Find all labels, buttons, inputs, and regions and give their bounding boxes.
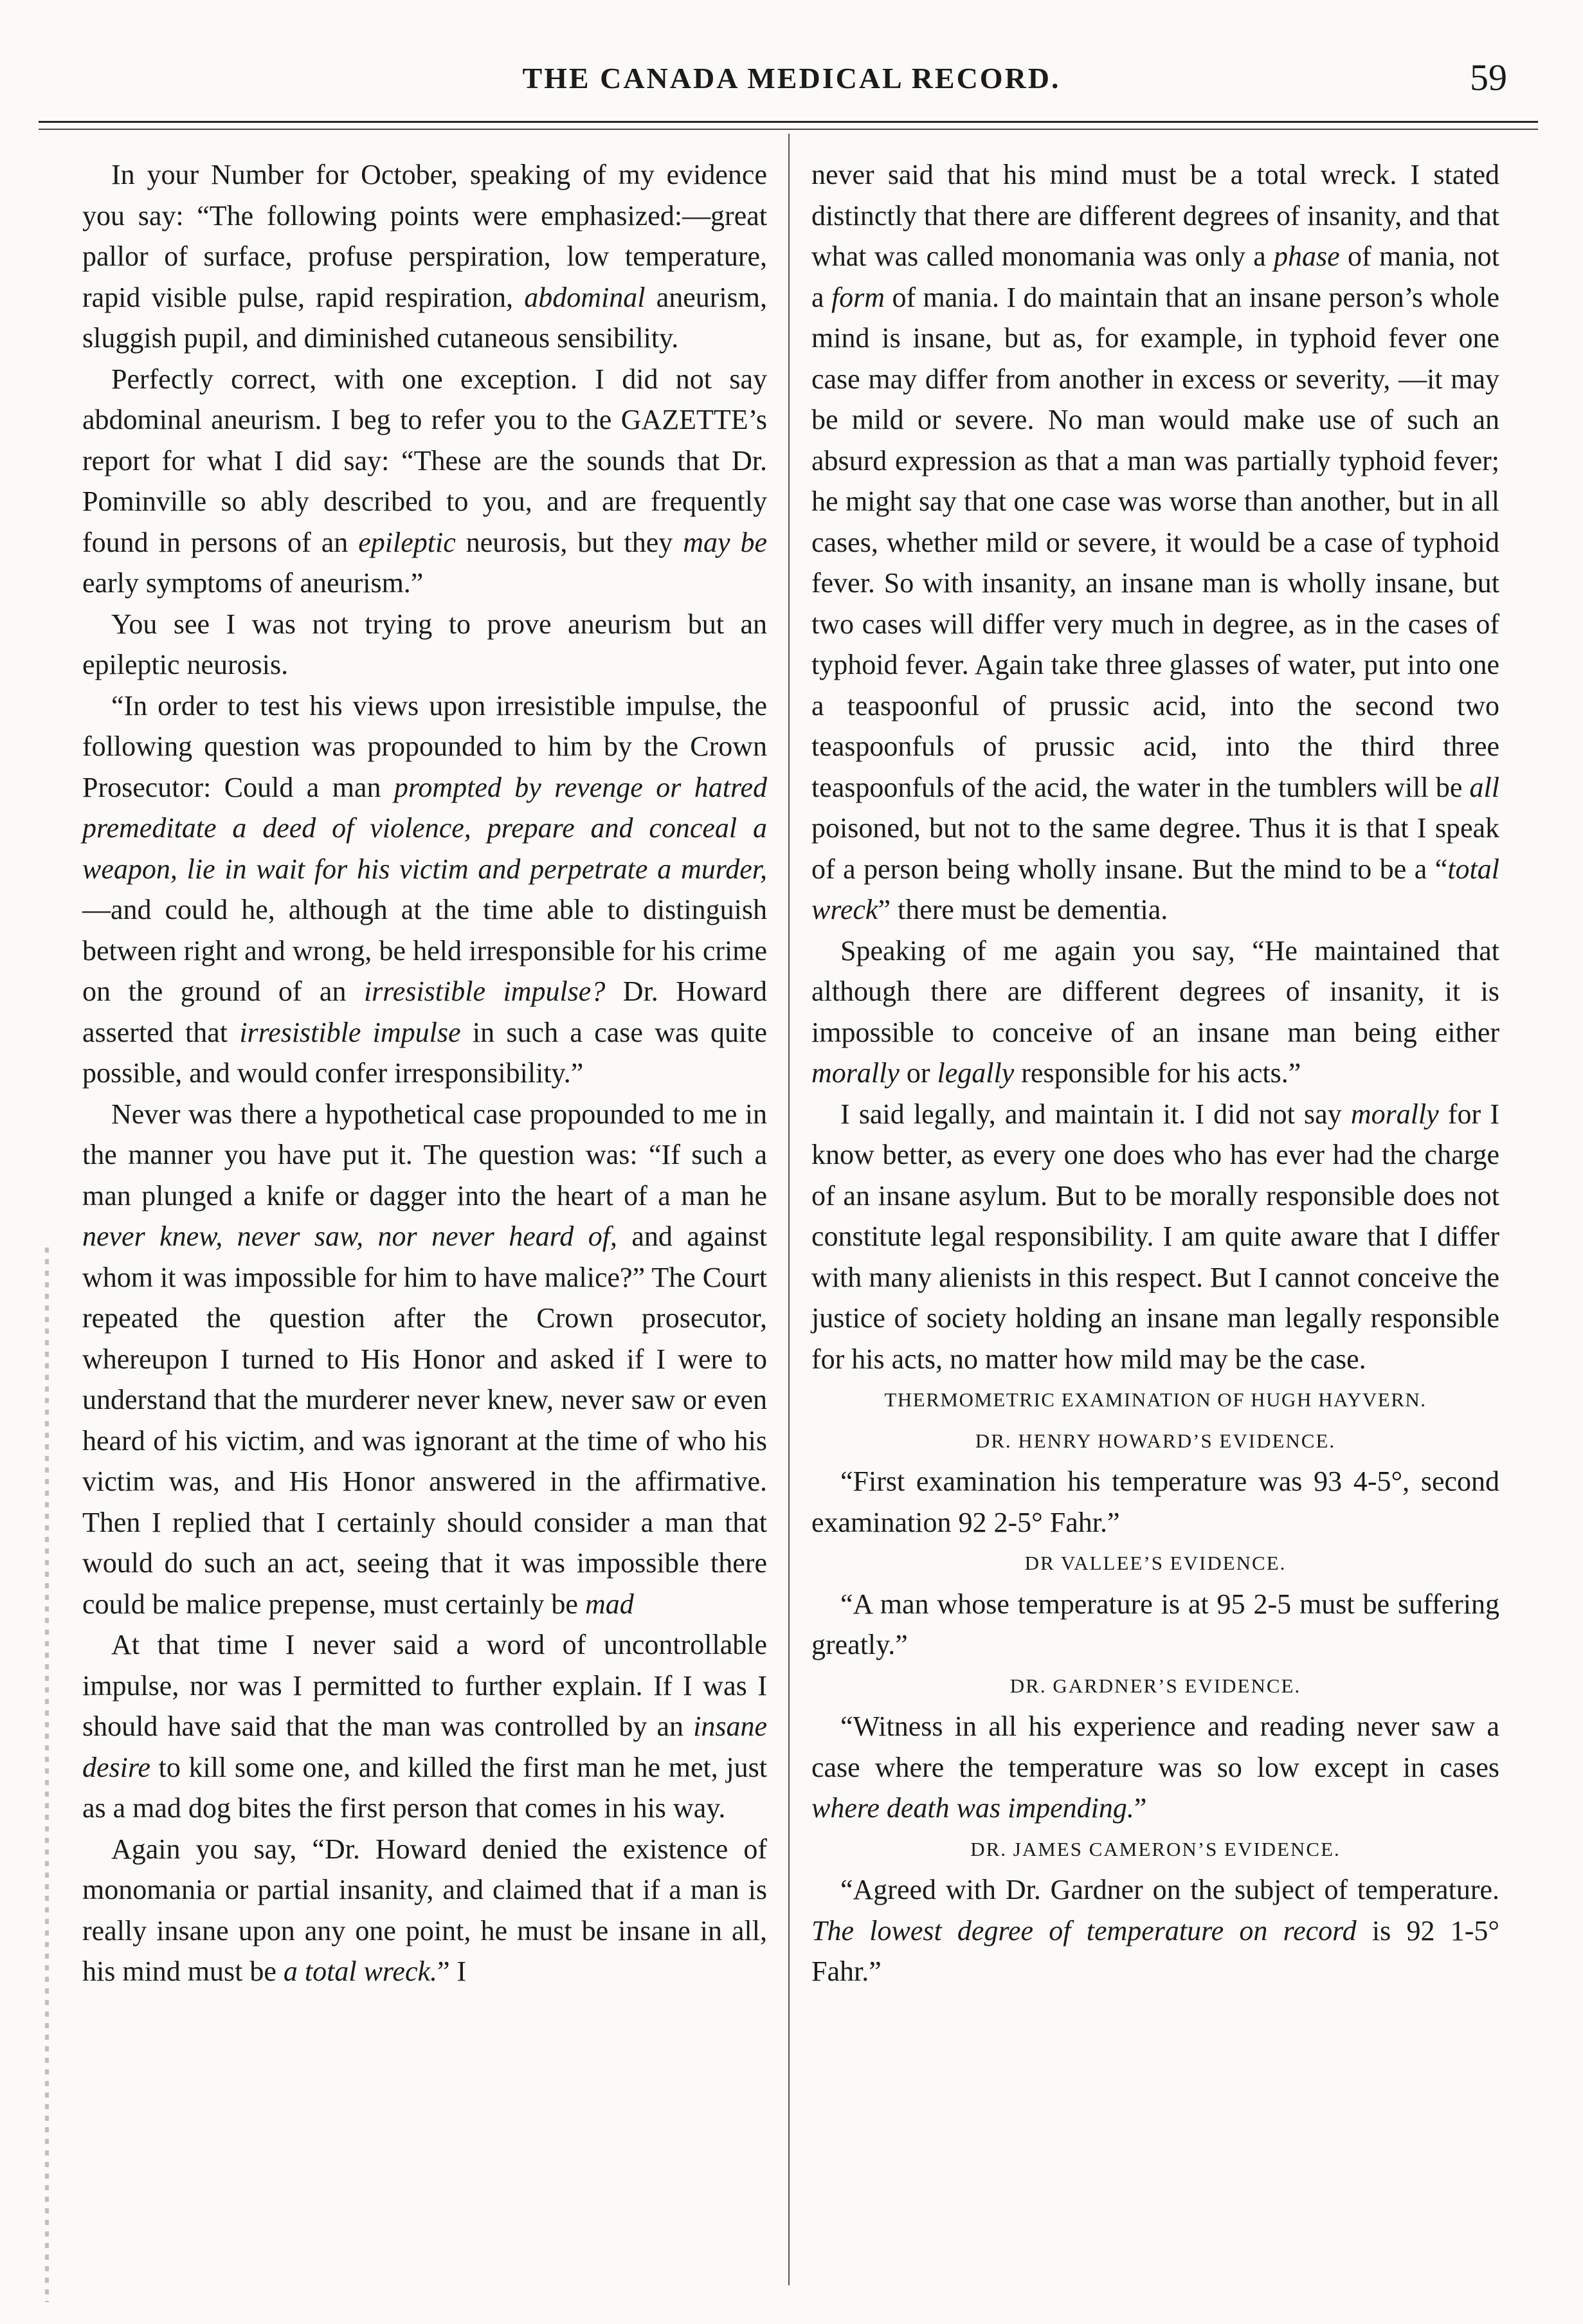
- right-column: [811, 154, 1499, 1992]
- running-header: [0, 57, 1583, 113]
- running-title: THE CANADA MEDICAL RECORD.: [522, 62, 1061, 95]
- text-run: ” there must be dementia.: [878, 894, 1168, 925]
- left-column: [82, 154, 767, 1992]
- text-run: “First examination his temperature was 93 4-5°, second examination 92 2-5° Fahr.”: [811, 1466, 1499, 1538]
- evidence-heading: DR. JAMES CAMERON’S EVIDENCE.: [970, 1837, 1341, 1860]
- text-run: or: [899, 1057, 937, 1089]
- paragraph: [811, 931, 1499, 1094]
- italic-text: insane desire: [82, 1711, 767, 1783]
- text-run: ”: [1134, 1792, 1147, 1824]
- paragraph: [82, 1624, 767, 1829]
- text-run: Dr. Howard asserted that: [82, 976, 767, 1048]
- header-rule-thin: [39, 129, 1538, 130]
- italic-text: a total wreck.: [283, 1956, 438, 1987]
- evidence-heading: DR. HENRY HOWARD’S EVIDENCE.: [975, 1429, 1336, 1452]
- text-run: Again you say, “Dr. Howard denied the existence of monomania or partial insanity, and claimed that if a man is really insane upon any one point, he must be insane in all, his mind must be: [82, 1833, 767, 1987]
- italic-text: where death was impending.: [811, 1792, 1134, 1824]
- text-run: for I know better, as every one does who has ever had the charge of an insane asylum. But to be morally responsible does not constitute legal responsibility. I am quite aware that I differ with many alienists in this respect. But I cannot conceive the justice of society holding an insane man legally responsible for his acts, no matter how mild may be the case.: [811, 1098, 1500, 1375]
- paragraph: [82, 685, 767, 1094]
- paragraph: [811, 1869, 1499, 1992]
- header-rule: [39, 121, 1538, 123]
- text-run: aneurism, sluggish pupil, and diminished cutaneous sensibility.: [82, 281, 767, 354]
- text-run: I said legally, and maintain it. I did not say: [840, 1098, 1351, 1130]
- page-edge-shadow: [45, 1248, 49, 2302]
- italic-text: legally: [937, 1057, 1015, 1089]
- italic-text: may be: [683, 526, 767, 558]
- text-run: Perfectly correct, with one exception. I did not say abdominal aneurism. I beg to refer you to the GAZETTE’s report for what I did say: “These are the sounds that Dr. Pominville so ably described to you, and are frequently found in persons of an: [82, 363, 767, 558]
- italic-text: irresistible impulse: [239, 1016, 461, 1048]
- text-run: —and could he, although at the time able to distinguish between right and wrong, be held irresponsible for his crime on the ground of an: [82, 894, 767, 1007]
- text-run: early symptoms of aneurism.”: [82, 567, 424, 599]
- italic-text: phase: [1274, 241, 1340, 272]
- text-run: “Agreed with Dr. Gardner on the subject of temperature.: [840, 1874, 1499, 1905]
- italic-text: prompted by revenge or hatred premeditate a deed of violence, prepare and conceal a weapon, lie in wait for his victim and perpetrate a murder,: [82, 771, 767, 885]
- italic-text: morally: [811, 1057, 900, 1089]
- text-run: In your Number for October, speaking of my evidence you say: “The following points were emphasized:—great pallor of surface, profuse perspiration, low temperature, rapid visible pulse, rapid respiration,: [82, 159, 767, 313]
- text-run: neurosis, but they: [455, 526, 683, 558]
- paragraph: [811, 1584, 1499, 1666]
- italic-text: total wreck: [811, 853, 1499, 925]
- italic-text: morally: [1350, 1098, 1439, 1130]
- paragraph: [82, 154, 767, 359]
- text-run: and against whom it was impossible for him to have malice?” The Court repeated the question after the Crown prosecutor, whereupon I turned to His Honor and asked if I were to understand that the murderer never knew, never saw or even heard of his victim, and was ignorant at the time of who his victim was, and His Honor answered in the affirmative. Then I replied that I certainly should consider a man that would do such an act, seeing that it was impossible there could be malice prepense, must certainly be: [82, 1221, 767, 1620]
- text-run: in such a case was quite possible, and would confer irresponsibility.”: [82, 1016, 767, 1089]
- text-run: ” I: [437, 1956, 467, 1987]
- italic-text: abdominal: [524, 281, 646, 313]
- text-run: to kill some one, and killed the first man he met, just as a mad dog bites the first person that comes in his way.: [82, 1751, 767, 1824]
- evidence-heading: THERMOMETRIC EXAMINATION OF HUGH HAYVERN.: [884, 1388, 1427, 1411]
- italic-text: all: [1469, 771, 1499, 803]
- paragraph: [82, 604, 767, 685]
- paragraph: [82, 1094, 767, 1625]
- text-run: “A man whose temperature is at 95 2-5 must be suffering greatly.”: [811, 1588, 1499, 1660]
- paragraph: [82, 359, 767, 604]
- text-run: Never was there a hypothetical case propounded to me in the manner you have put it. The question was: “If such a man plunged a knife or dagger into the heart of a man he: [82, 1098, 767, 1212]
- evidence-heading: DR VALLEE’S EVIDENCE.: [1024, 1552, 1287, 1574]
- text-run: never said that his mind must be a total wreck. I stated distinctly that there are different degrees of insanity, and that what was called monomania was only a: [811, 159, 1499, 272]
- text-run: You see I was not trying to prove aneurism but an epileptic neurosis.: [82, 608, 767, 680]
- paragraph: [811, 1706, 1499, 1829]
- text-run: poisoned, but not to the same degree. Thus it is that I speak of a person being wholly insane. But the mind to be a “: [811, 812, 1499, 885]
- text-run: of mania. I do maintain that an insane person’s whole mind is insane, but as, for example, in typhoid fever one case may differ from another in excess or severity, —it may be mild or severe. No man would make use of such an absurd expression as that a man was partially typhoid fever; he might say that one case was worse than another, but in all cases, whether mild or severe, it would be a case of typhoid fever. So with insanity, an insane man is wholly insane, but two cases will differ very much in degree, as in the cases of typhoid fever. Again take three glasses of water, put into one a teaspoonful of prussic acid, into the second two teaspoonfuls of prussic acid, into the third three teaspoonfuls of the acid, the water in the tumblers will be: [811, 281, 1499, 803]
- text-run: is 92 1-5° Fahr.”: [811, 1914, 1499, 1987]
- italic-text: form: [831, 281, 885, 313]
- evidence-heading: DR. GARDNER’S EVIDENCE.: [1009, 1674, 1301, 1697]
- column-divider: [788, 134, 790, 2285]
- text-run: Speaking of me again you say, “He maintained that although there are different degrees of insanity, it is impossible to conceive of an insane man being either: [811, 934, 1499, 1048]
- text-run: of mania, not a: [811, 241, 1499, 313]
- text-run: “Witness in all his experience and reading never saw a case where the temperature was so low except in cases: [811, 1711, 1499, 1783]
- paragraph: [811, 154, 1499, 931]
- italic-text: never knew, never saw, nor never heard of,: [82, 1221, 617, 1252]
- paragraph: [811, 1094, 1499, 1380]
- text-run: “In order to test his views upon irresistible impulse, the following question was propounded to him by the Crown Prosecutor: Could a man: [82, 689, 767, 803]
- text-run: At that time I never said a word of uncontrollable impulse, nor was I permitted to further explain. If I was I should have said that the man was controlled by an: [82, 1629, 767, 1742]
- italic-text: mad: [584, 1588, 634, 1620]
- italic-text: The lowest degree of temperature on record: [811, 1914, 1357, 1947]
- text-run: responsible for his acts.”: [1014, 1057, 1301, 1089]
- paragraph: [811, 1461, 1499, 1543]
- italic-text: epileptic: [358, 526, 456, 558]
- page-number: 59: [1470, 57, 1507, 98]
- italic-text: irresistible impulse?: [363, 976, 606, 1007]
- paragraph: [82, 1829, 767, 1992]
